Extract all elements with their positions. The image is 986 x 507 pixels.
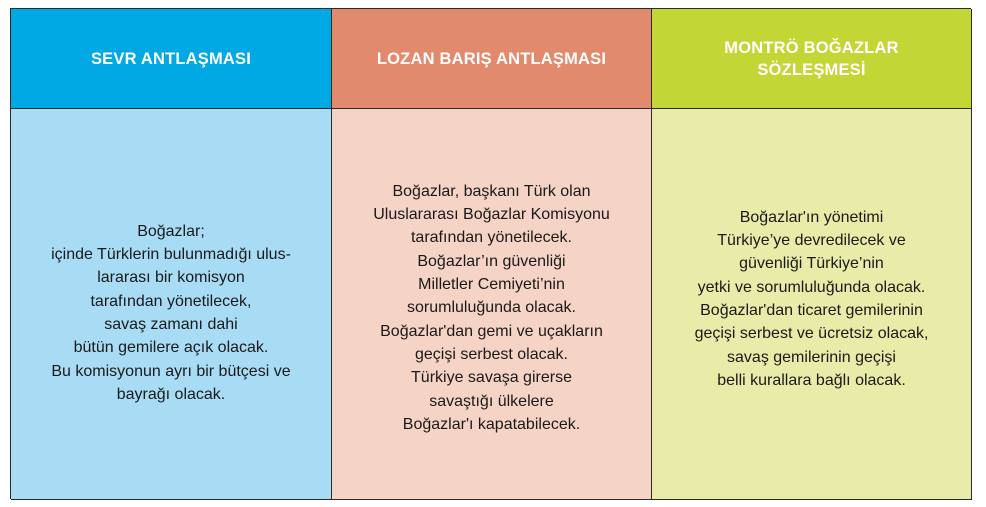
body-lozan-text: Boğazlar, başkanı Türk olan Uluslararası Boğazlar Komisyonu tarafından yönetilecek. Boğazlar’ın güvenliği Milletler Cemiyeti’nin sorumluluğunda olacak. Boğazlar'dan gemi ve uçakların geçişi serbest olacak. Türkiye savaşa girerse savaştığı ülkelere Boğazlar'ı kapatabilecek. (373, 182, 610, 433)
header-lozan (332, 9, 652, 109)
header-sevr (11, 9, 332, 109)
body-lozan (332, 109, 652, 500)
body-sevr (11, 109, 332, 500)
header-lozan-title: LOZAN BARIŞ ANTLAŞMASI (376, 49, 607, 68)
comparison-table (10, 8, 971, 499)
header-sevr-title: SEVR ANTLAŞMASI (90, 49, 252, 68)
body-montro (652, 109, 972, 500)
header-montro (652, 9, 972, 109)
body-sevr-text: Boğazlar; içinde Türklerin bulunmadığı ulus- lararası bir komisyon tarafından yönetilecek, savaş zamanı dahi bütün gemilere açık olacak. Bu komisyonun ayrı bir bütçesi ve bayrağı olacak. (51, 222, 291, 403)
header-montro-title: MONTRÖ BOĞAZLAR SÖZLEŞMESİ (724, 38, 899, 79)
body-montro-text: Boğazlar'ın yönetimi Türkiye’ye devredilecek ve güvenliği Türkiye’nin yetki ve sorumluluğunda olacak. Boğazlar'dan ticaret gemilerinin geçişi serbest ve ücretsiz olacak, savaş gemilerinin geçişi belli kurallara bağlı olacak. (694, 208, 929, 389)
